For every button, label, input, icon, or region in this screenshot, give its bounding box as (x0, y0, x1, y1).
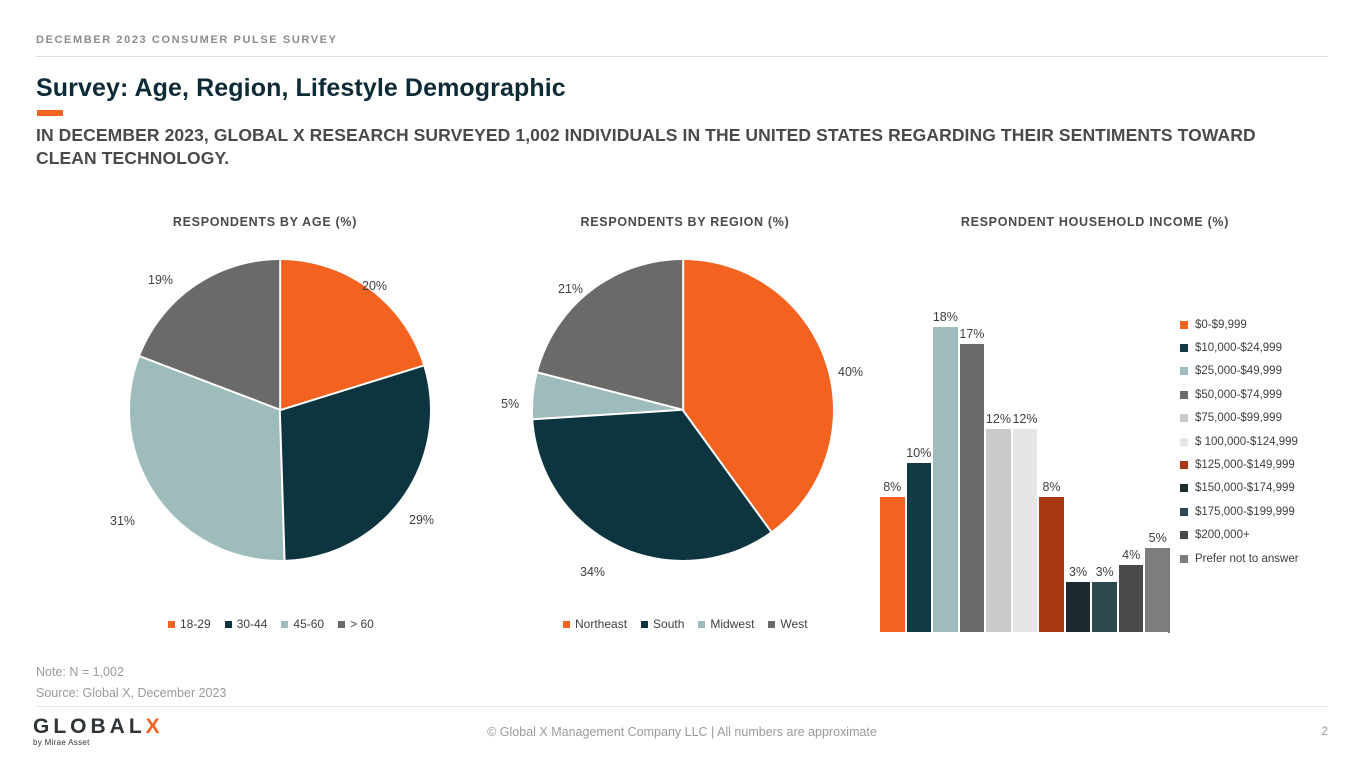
income-chart-title: RESPONDENT HOUSEHOLD INCOME (%) (960, 215, 1230, 229)
region-legend-label-3: West (780, 617, 808, 631)
age-pie-chart (130, 260, 430, 560)
income-legend-item (1180, 477, 1360, 500)
income-bar (1092, 582, 1117, 633)
income-bar (1145, 548, 1170, 633)
age-legend-label-1: 30-44 (236, 617, 268, 631)
age-label-3: 19% (148, 273, 174, 287)
age-legend-item-3 (338, 617, 374, 631)
region-label-3: 21% (558, 282, 584, 296)
income-legend-label: $150,000-$174,999 (1195, 482, 1295, 495)
region-label-1: 34% (580, 565, 606, 579)
income-legend-item (1180, 453, 1360, 476)
age-legend-swatch-3 (338, 621, 345, 628)
copyright-text: © Global X Management Company LLC | All numbers are approximate (487, 725, 877, 739)
income-legend-label: $25,000-$49,999 (1195, 365, 1282, 378)
income-bar-label: 17% (959, 327, 985, 341)
income-legend-swatch (1180, 367, 1188, 375)
income-bar-label: 8% (883, 480, 902, 494)
age-label-1: 29% (409, 513, 435, 527)
income-legend-item (1180, 336, 1360, 359)
region-label-0: 40% (838, 365, 864, 379)
income-legend-label: $75,000-$99,999 (1195, 412, 1282, 425)
pie-slice-divider (682, 260, 684, 410)
age-label-2: 31% (110, 514, 136, 528)
income-legend-item (1180, 500, 1360, 523)
income-legend-swatch (1180, 391, 1188, 399)
income-legend-swatch (1180, 508, 1188, 516)
age-legend-item-2 (281, 617, 324, 631)
age-legend-swatch-0 (168, 621, 175, 628)
title-accent-bar (37, 110, 63, 116)
age-legend-label-2: 45-60 (293, 617, 325, 631)
income-bar (907, 463, 932, 633)
region-chart-title: RESPONDENTS BY REGION (%) (580, 215, 790, 229)
income-bar-label: 12% (985, 412, 1011, 426)
income-legend-swatch (1180, 461, 1188, 469)
note-source: Source: Global X, December 2023 (36, 686, 227, 700)
age-legend-swatch-2 (281, 621, 288, 628)
income-bar-label: 12% (1012, 412, 1038, 426)
income-legend-label: $0-$9,999 (1195, 318, 1247, 331)
region-legend-item-3 (768, 617, 807, 631)
income-legend-swatch (1180, 344, 1188, 352)
income-legend-label: $125,000-$149,999 (1195, 459, 1295, 472)
income-legend-item (1180, 383, 1360, 406)
income-legend-item (1180, 430, 1360, 453)
income-bar (933, 327, 958, 633)
age-legend-label-0: 18-29 (180, 617, 211, 631)
region-pie-chart (533, 260, 833, 560)
income-legend-label: $ 100,000-$124,999 (1195, 435, 1298, 448)
income-legend-swatch (1180, 484, 1188, 492)
income-bar-label: 5% (1148, 531, 1167, 545)
income-legend-label: $50,000-$74,999 (1195, 388, 1282, 401)
income-legend-item (1180, 360, 1360, 383)
age-label-0: 20% (362, 279, 388, 293)
income-legend-label: Prefer not to answer (1195, 552, 1299, 565)
income-bar (960, 344, 985, 633)
global-x-logo (33, 715, 164, 747)
income-bar-baseline (880, 632, 1168, 633)
logo-subtext: by Mirae Asset (33, 738, 90, 747)
age-legend-item-0 (168, 617, 211, 631)
income-legend (1180, 313, 1360, 570)
age-legend-swatch-1 (225, 621, 232, 628)
region-legend-label-0: Northeast (575, 617, 628, 631)
note-sample-size: Note: N = 1,002 (36, 665, 124, 679)
income-legend-item (1180, 524, 1360, 547)
logo-wordmark (33, 715, 164, 739)
header-divider (36, 56, 1328, 57)
region-legend-item-1 (641, 617, 684, 631)
income-legend-item (1180, 407, 1360, 430)
income-bar-label: 3% (1095, 565, 1114, 579)
income-bar-label: 4% (1122, 548, 1141, 562)
income-bar-chart (880, 265, 1170, 633)
income-legend-swatch (1180, 414, 1188, 422)
income-legend-label: $200,000+ (1195, 529, 1250, 542)
income-legend-swatch (1180, 531, 1188, 539)
income-bar-label: 3% (1069, 565, 1088, 579)
region-legend (563, 617, 808, 631)
logo-word: GLOBAL (33, 715, 146, 738)
region-legend-label-1: South (653, 617, 685, 631)
pie-slice-divider (279, 260, 281, 410)
age-chart-title: RESPONDENTS BY AGE (%) (172, 215, 358, 229)
income-bar (1013, 429, 1038, 633)
age-legend (168, 617, 374, 631)
age-legend-label-3: > 60 (350, 617, 374, 631)
age-legend-item-1 (225, 617, 268, 631)
income-bar (986, 429, 1011, 633)
region-legend-swatch-0 (563, 621, 570, 628)
income-legend-swatch (1180, 321, 1188, 329)
region-label-2: 5% (501, 397, 520, 411)
income-bar (880, 497, 905, 633)
income-legend-label: $175,000-$199,999 (1195, 505, 1295, 518)
logo-x-mark: X (145, 715, 164, 738)
region-legend-item-2 (698, 617, 754, 631)
footer-divider (36, 706, 1328, 707)
income-legend-swatch (1180, 438, 1188, 446)
region-legend-swatch-3 (768, 621, 775, 628)
income-legend-label: $10,000-$24,999 (1195, 342, 1282, 355)
region-legend-item-0 (563, 617, 627, 631)
region-legend-swatch-1 (641, 621, 648, 628)
region-legend-label-2: Midwest (710, 617, 755, 631)
income-bar-label: 8% (1042, 480, 1061, 494)
income-legend-swatch (1180, 555, 1188, 563)
income-legend-item (1180, 313, 1360, 336)
income-bar (1119, 565, 1144, 633)
eyebrow-text: DECEMBER 2023 CONSUMER PULSE SURVEY (36, 34, 338, 46)
page-number: 2 (1321, 724, 1328, 738)
income-legend-item (1180, 547, 1360, 570)
region-legend-swatch-2 (698, 621, 705, 628)
page-title: Survey: Age, Region, Lifestyle Demographic (36, 74, 566, 102)
income-bar-label: 18% (932, 310, 958, 324)
page-subtitle: IN DECEMBER 2023, GLOBAL X RESEARCH SURVEYED 1,002 INDIVIDUALS IN THE UNITED STATES REGARDING THEIR SENTIMENTS TOWARD CLEAN TECHNOLOGY. (36, 125, 1256, 169)
income-bar-label: 10% (906, 446, 932, 460)
income-bar (1066, 582, 1091, 633)
